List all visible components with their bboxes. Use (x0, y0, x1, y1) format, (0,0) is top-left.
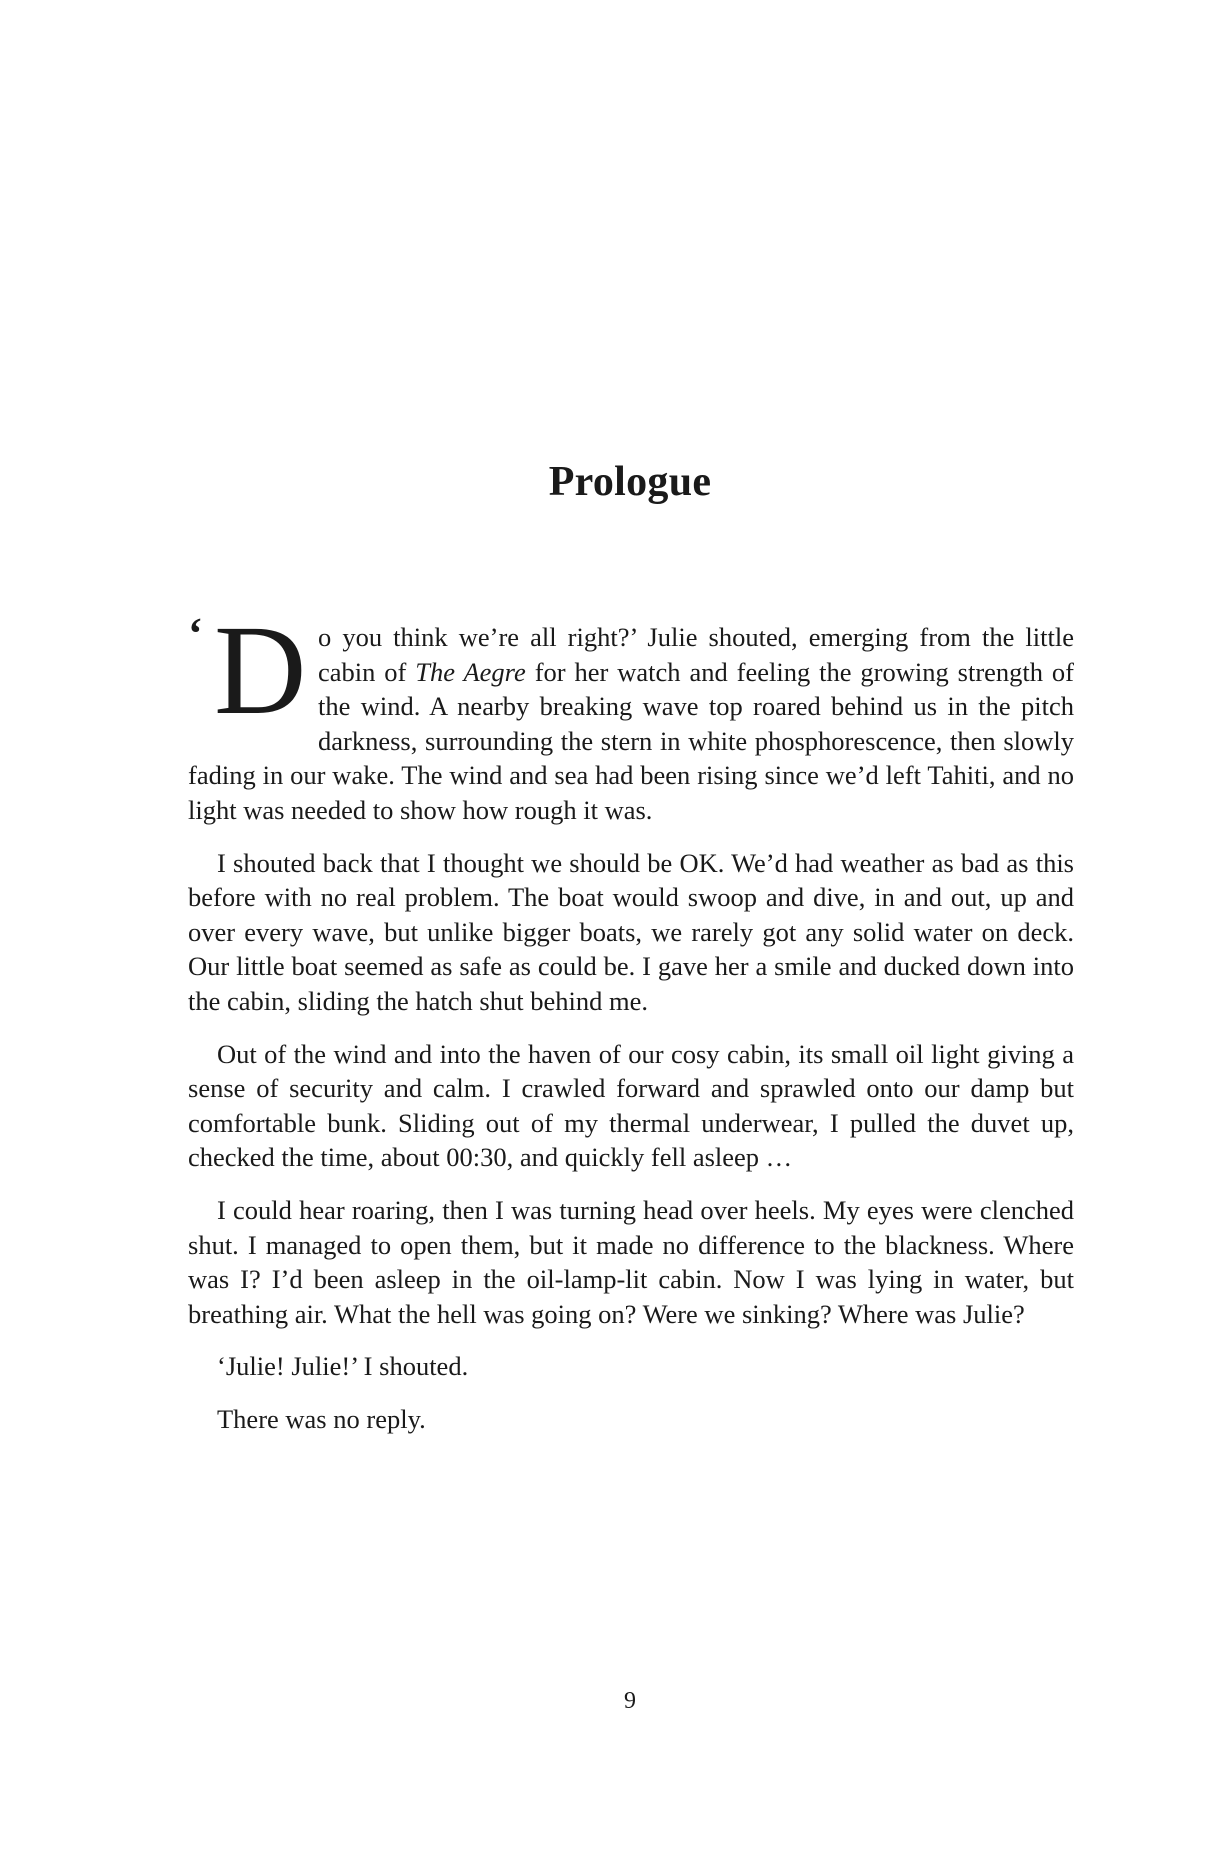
paragraph-5: ‘Julie! Julie!’ I shouted. (217, 1351, 469, 1382)
paragraph-1 (188, 599, 1075, 828)
paragraph-6: There was no reply. (217, 1403, 426, 1434)
paragraph-3: Out of the wind and into the haven of our cosy cabin, its small oil light giving a sense of security and calm. I crawled forward and sprawled onto our damp but comfortable bunk. Sliding out of my thermal underwear, I pulled the duvet up, checked the time, about 00:30, and quickly fell asleep … (188, 1038, 1074, 1173)
drop-cap (188, 599, 310, 741)
paragraph-1-text-after: for her watch and feeling the growing strength of the wind. A nearby breaking wave top roared behind us in the pitch darkness, surrounding the stern in white phosphorescence, then slowly fading in our wake. The wind and sea had been rising since we’d left Tahiti, and no light was needed to show how rough it was. (188, 656, 1075, 825)
drop-cap-letter: D (214, 599, 307, 741)
drop-cap-quote: ‘ (188, 609, 203, 658)
paragraph-1-text-before: o you think we’re all right?’ Julie shouted, emerging from the little cabin of (318, 622, 1074, 687)
paragraph-4: I could hear roaring, then I was turning head over heels. My eyes were clenched shut. I managed to open them, but it made no difference to the blackness. Where was I? I’d been asleep in the oil-lamp-lit cabin. Now I was lying in water, but breathing air. What the hell was going on? Were we sinking? Where was Julie? (188, 1194, 1074, 1329)
boat-name: The Aegre (415, 656, 526, 687)
page-number: 9 (624, 1688, 636, 1714)
chapter-title: Prologue (548, 459, 712, 505)
paragraph-2: I shouted back that I thought we should be OK. We’d had weather as bad as this before with no real problem. The boat would swoop and dive, in and out, up and over every wave, but unlike bigger boats, we rarely got any solid water on deck. Our little boat seemed as safe as could be. I gave her a smile and ducked down into the cabin, sliding the hatch shut behind me. (188, 847, 1074, 1016)
body-text (188, 599, 1075, 1454)
